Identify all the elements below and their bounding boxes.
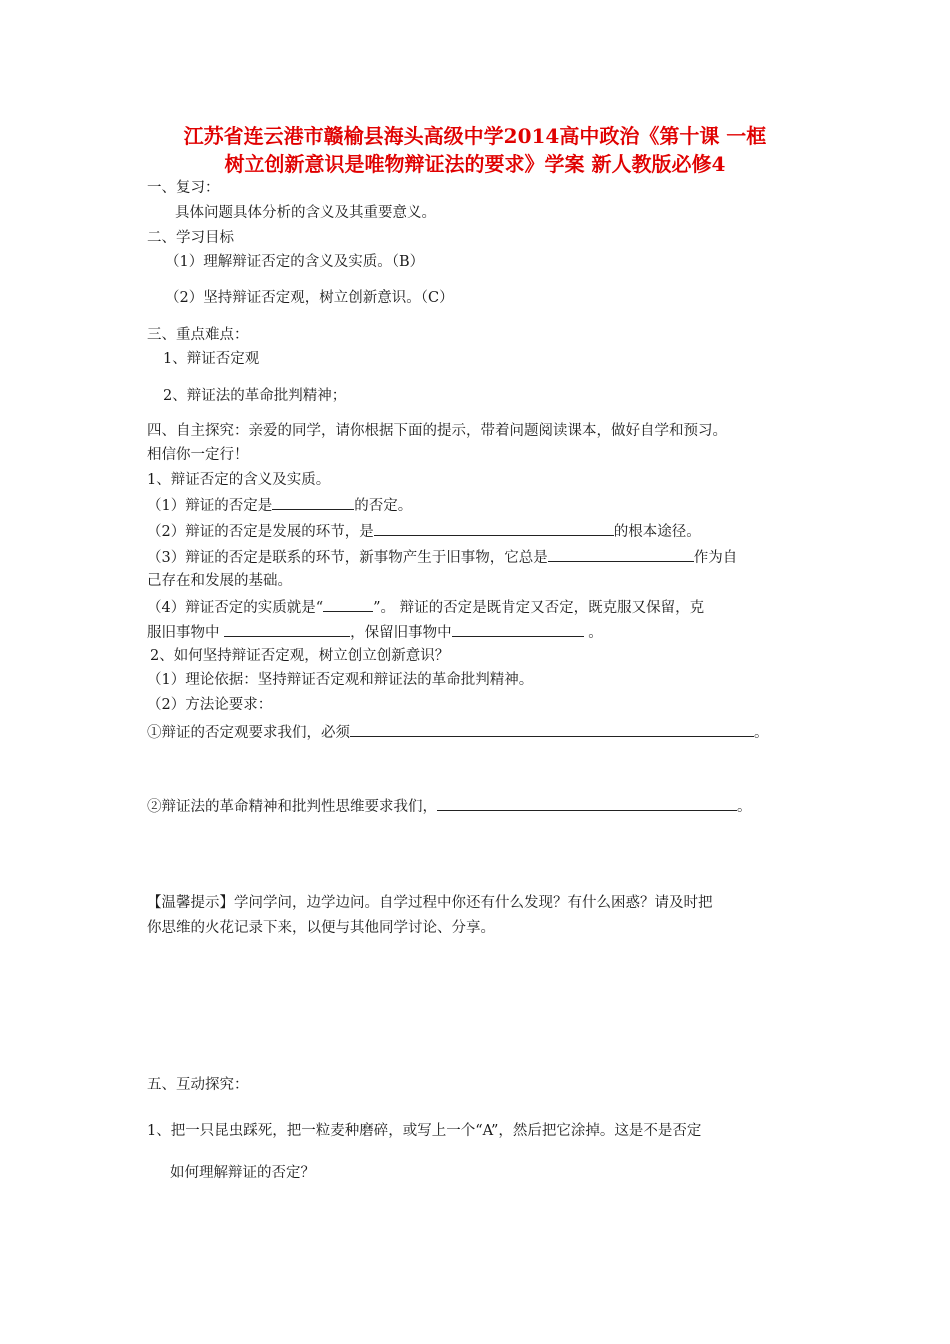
question-1-4-continued [147, 621, 603, 643]
answer-blank[interactable] [224, 621, 350, 637]
question-1-3 [147, 546, 737, 568]
question-2-circle-2-prefix: ②辩证法的革命精神和批判性思维要求我们， [147, 799, 437, 815]
question-2-circle-1-prefix: ①辩证的否定观要求我们，必须 [147, 725, 350, 741]
document-title-line-2: 树立创新意识是唯物辩证法的要求》学案 新人教版必修4 [224, 152, 726, 176]
tip-line-2: 你思维的火花记录下来，以便与其他同学讨论、分享。 [147, 920, 495, 936]
question-1-4-part-d: ，保留旧事物中 [350, 625, 452, 641]
question-2-1: （1）理论依据：坚持辩证否定观和辩证法的革命批判精神。 [147, 672, 534, 688]
question-1-3-prefix: （3）辩证的否定是联系的环节，新事物产生于旧事物，它总是 [147, 550, 548, 566]
question-1-2-suffix: 的根本途径。 [613, 524, 701, 540]
question-1-4-middle: ”。 辩证的否定是既肯定又否定，既克服又保留，克 [373, 600, 705, 616]
answer-blank[interactable] [374, 520, 614, 536]
question-1-1-suffix: 的否定。 [354, 498, 413, 514]
answer-blank[interactable] [272, 494, 354, 510]
document-title-line-1: 江苏省连云港市赣榆县海头高级中学2014高中政治《第十课 一框 [183, 124, 767, 148]
question-1-1 [147, 494, 412, 516]
section-goals-heading: 二、学习目标 [147, 230, 234, 246]
question-1-4-part-c: 服旧事物中 [147, 625, 220, 641]
question-2-circle-1-suffix: 。 [754, 725, 769, 741]
goal-item-2: （2）坚持辩证否定观，树立创新意识。（C） [165, 290, 454, 306]
section-key-points-heading: 三、重点难点： [147, 327, 249, 343]
answer-blank[interactable] [350, 721, 754, 737]
question-2-heading: 2、如何坚持辩证否定观，树立创立创新意识？ [150, 648, 450, 664]
tip-line-1: 【温馨提示】学问学问，边学边问。自学过程中你还有什么发现？有什么困惑？请及时把 [147, 895, 713, 911]
question-1-2-prefix: （2）辩证的否定是发展的环节，是 [147, 524, 374, 540]
question-1-4-prefix: （4）辩证否定的实质就是“ [147, 600, 324, 616]
question-1-3-continued: 己存在和发展的基础。 [147, 573, 292, 589]
section-interactive-heading: 五、互动探究： [147, 1077, 249, 1093]
section-review-text: 具体问题具体分析的含义及其重要意义。 [175, 205, 436, 221]
self-study-intro-line-1: 四、自主探究：亲爱的同学，请你根据下面的提示，带着问题阅读课本，做好自学和预习。 [147, 423, 727, 439]
answer-blank[interactable] [452, 621, 584, 637]
question-2-circle-2-suffix: 。 [737, 799, 752, 815]
section-review-heading: 一、复习： [147, 180, 220, 196]
question-1-4-part-e: 。 [588, 625, 603, 641]
question-1-2 [147, 520, 701, 542]
question-1-4 [147, 596, 704, 618]
question-1-heading: 1、辩证否定的含义及实质。 [147, 472, 331, 488]
goal-item-1: （1）理解辩证否定的含义及实质。（B） [165, 254, 425, 270]
question-2-2: （2）方法论要求： [147, 697, 273, 713]
question-2-circle-2 [147, 795, 752, 817]
interactive-question-1-continued: 如何理解辩证的否定？ [170, 1165, 315, 1181]
key-point-1: 1、辩证否定观 [163, 351, 260, 367]
answer-blank[interactable] [437, 795, 737, 811]
question-2-circle-1 [147, 721, 769, 743]
answer-blank[interactable] [548, 546, 694, 562]
question-1-3-suffix: 作为自 [693, 550, 738, 566]
question-1-1-prefix: （1）辩证的否定是 [147, 498, 273, 514]
interactive-question-1: 1、把一只昆虫踩死，把一粒麦种磨碎，或写上一个“A”，然后把它涂掉。这是不是否定 [147, 1123, 702, 1139]
key-point-2: 2、辩证法的革命批判精神； [163, 388, 347, 404]
answer-blank[interactable] [323, 596, 373, 612]
self-study-intro-line-2: 相信你一定行！ [147, 447, 249, 463]
